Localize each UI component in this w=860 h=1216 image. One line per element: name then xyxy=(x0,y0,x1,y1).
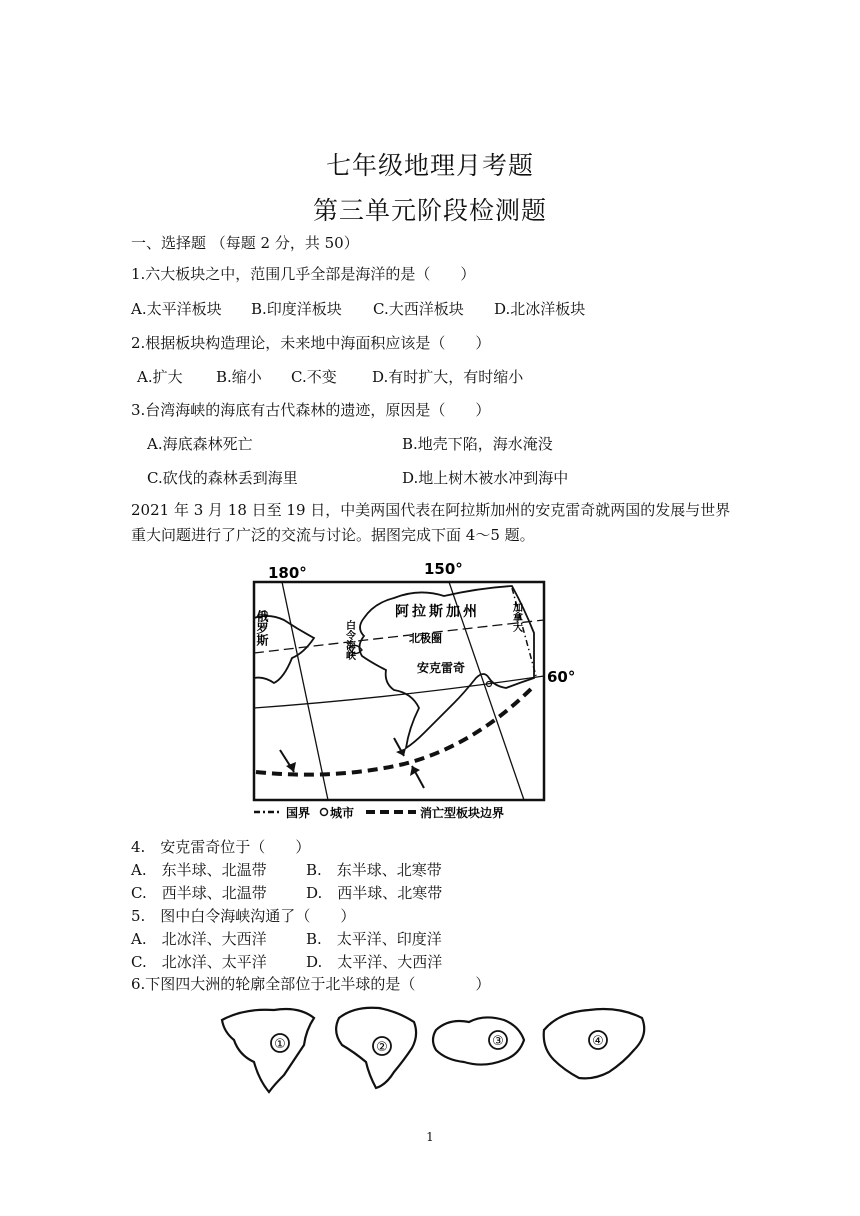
question-3-stem: 3.台湾海峡的海底有古代森林的遗迹，原因是（ ） xyxy=(131,401,491,419)
question-4-option-c: C. 西半球、北温带 xyxy=(131,884,267,902)
question-4-option-b: B. 东半球、北寒带 xyxy=(306,861,442,879)
question-1-stem: 1.六大板块之中，范围几乎全部是海洋的是（ ） xyxy=(131,265,476,283)
section-heading: 一、选择题 （每题 2 分，共 50） xyxy=(131,234,359,252)
map-label-180: 180° xyxy=(268,564,307,582)
map-label-60: 60° xyxy=(547,668,576,686)
continent-outlines xyxy=(214,1000,654,1095)
question-4-option-d: D. 西半球、北寒带 xyxy=(306,884,443,902)
question-4-stem: 4. 安克雷奇位于（ ） xyxy=(131,838,311,856)
question-2-option-c: C.不变 xyxy=(291,368,337,386)
map-label-canada: 加拿大 xyxy=(510,602,522,632)
continent-1-outline xyxy=(222,1009,314,1092)
continent-label-4: ④ xyxy=(592,1034,604,1049)
question-5-stem: 5. 图中白令海峡沟通了（ ） xyxy=(131,907,356,925)
question-2-option-b: B.缩小 xyxy=(216,368,262,386)
question-6-stem: 6.下图四大洲的轮廓全部位于北半球的是（ ） xyxy=(131,975,491,993)
map-label-bering: 白令海峡 xyxy=(343,620,355,660)
question-1-option-d: D.北冰洋板块 xyxy=(494,300,586,318)
alaska-map xyxy=(244,558,604,828)
question-3-option-b: B.地壳下陷，海水淹没 xyxy=(402,435,553,453)
continent-label-3: ③ xyxy=(492,1034,504,1049)
question-1-option-b: B.印度洋板块 xyxy=(251,300,342,318)
question-1-option-a: A.太平洋板块 xyxy=(131,300,222,318)
question-5-option-d: D. 太平洋、大西洋 xyxy=(306,953,443,971)
question-3-option-d: D.地上树木被水冲到海中 xyxy=(402,469,569,487)
question-2-option-a: A.扩大 xyxy=(137,368,183,386)
continent-label-1: ① xyxy=(274,1037,286,1052)
question-5-option-c: C. 北冰洋、太平洋 xyxy=(131,953,267,971)
legend-border: 国界 xyxy=(286,806,311,820)
page-number: 1 xyxy=(426,1130,434,1144)
legend-plate-boundary: 消亡型板块边界 xyxy=(420,806,505,820)
reading-passage: 2021 年 3 月 18 日至 19 日，中美两国代表在阿拉斯加州的安克雷奇就两国的发展与世界重大问题进行了广泛的交流与讨论。据图完成下面 4～5 题。 xyxy=(131,501,731,544)
legend-city: 城市 xyxy=(330,806,355,820)
question-2-stem: 2.根据板块构造理论，未来地中海面积应该是（ ） xyxy=(131,334,491,352)
map-label-alaska: 阿拉斯加州 xyxy=(395,604,480,620)
continent-label-2: ② xyxy=(376,1040,388,1055)
map-label-anchorage: 安克雷奇 xyxy=(417,661,466,675)
question-2-option-d: D.有时扩大，有时缩小 xyxy=(372,368,524,386)
question-4-option-a: A. 东半球、北温带 xyxy=(131,861,267,879)
question-5-option-a: A. 北冰洋、大西洋 xyxy=(131,930,267,948)
map-label-arctic-circle: 北极圈 xyxy=(409,632,442,645)
question-1-option-c: C.大西洋板块 xyxy=(373,300,464,318)
map-label-russia: 俄罗斯 xyxy=(255,610,269,646)
map-label-150: 150° xyxy=(424,560,463,578)
continent-3-outline xyxy=(433,1017,524,1064)
page-title: 七年级地理月考题 xyxy=(325,151,534,180)
question-5-option-b: B. 太平洋、印度洋 xyxy=(306,930,442,948)
question-3-option-c: C.砍伐的森林丢到海里 xyxy=(147,469,298,487)
question-3-option-a: A.海底森林死亡 xyxy=(147,435,253,453)
page-subtitle: 第三单元阶段检测题 xyxy=(312,196,547,225)
